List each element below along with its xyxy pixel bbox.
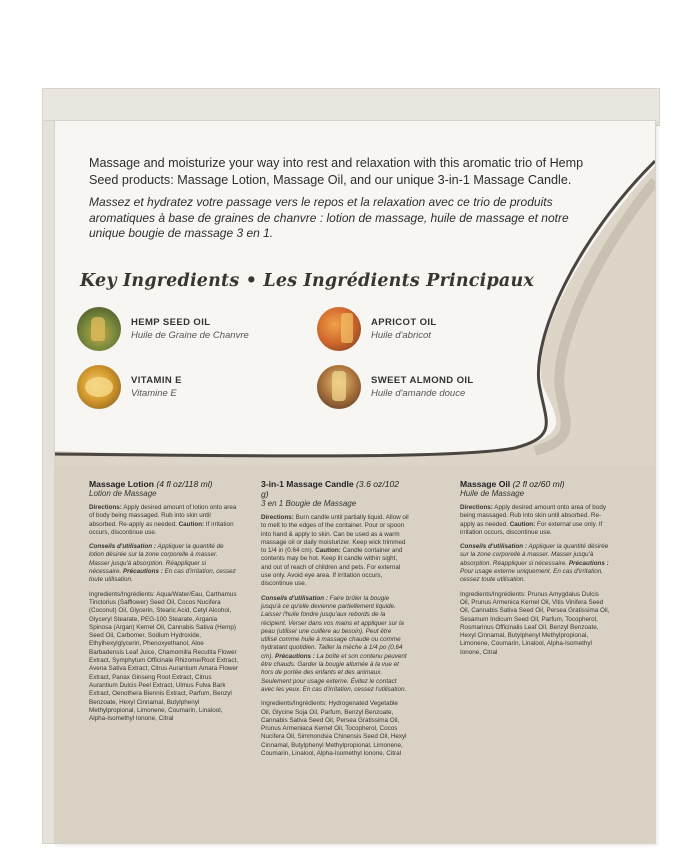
product-massage-candle — [261, 479, 409, 764]
ingredient-apricot-oil — [317, 307, 437, 351]
apricot-oil-image — [317, 307, 361, 351]
ingredients-list: Ingredients/Ingrédients: Aqua/Water/Eau, Carthamus Tinctorius (Safflower) Seed Oil, Cocos Nucifera (Coconut) Oil, Glycerin, Stearic Acid, Cetyl Alcohol, Glyceryl Stearate, PEG-100 Stearate, Argania Spinosa (Argan) Kernel Oil, Cannabis Sativa (Hemp) Seed Oil, Carbomer, Sodium Hydroxide, Ethylhexylglycerin, Phenoxyethanol, Aloe Barbadensis Leaf Juice, Chamomilla Recutita Flower Extract, Symphytum Officinale Rhizome/Root Extract, Avena Sativa Extract, Citrus Aurantium Amara Flower Extract, Panax Ginseng Root Extract, Citrus Aurantium Dulcis Peel Extract, Ulmus Fulva Bark Extract, Oenothera Biennis Extract, Parfum, Benzyl Benzoate, Hexyl Cinnamal, Butylphenyl Methylpropional, Limonene, Coumarin, Linalool, Alpha-Isomethyl Ionone, Citral — [89, 590, 238, 723]
directions-block: Directions: Apply desired amount of lotion onto area of body being massaged. Rub into skin until absorbed. Re-apply as needed. Caution: If irritation occurs, discontinue use. — [89, 504, 237, 536]
ingredient-name: SWEET ALMOND OIL — [371, 375, 474, 386]
product-size: (2 fl oz/60 ml) — [512, 479, 565, 489]
product-title: Massage Oil — [460, 479, 511, 489]
box-back-panel — [54, 120, 656, 844]
ingredient-sweet-almond-oil — [317, 365, 474, 409]
intro-french: Massez et hydratez votre passage vers le repos et la relaxation avec ce trio de produits aromatiques à base de graines de chanvre : lotion de massage, huile de massage et notre unique bougie de massage 3 en 1. — [89, 195, 569, 240]
product-title-fr: Huile de Massage — [460, 489, 525, 498]
product-massage-lotion — [89, 479, 239, 729]
ingredient-name-fr: Huile de Graine de Chanvre — [131, 330, 249, 341]
product-size: (3.6 oz/102 g) — [261, 479, 400, 499]
sweet-almond-oil-image — [317, 365, 361, 409]
ingredient-vitamin-e — [77, 365, 182, 409]
conseils-block: Conseils d'utilisation : Faire brûler la bougie jusqu'à ce qu'elle devienne partiellement liquide. Laisser l'huile fondre jusqu'aux rebords de la récipient. Verser dans vos mains et appliquer sur la peau (utiliser une cuillère au besoin). Peut être utilisé comme huile à massage chaude ou comme hydratant quotidien. Tailler la mèche à 1/4 po (0,64 cm). Précautions : La boîte et son contenu peuvent être chauds. Garder la bougie allumée à la vue et hors de portée des enfants et des animaux. Seulement pour usage externe. Évitez le contact avec les yeux. En cas d'irritation, cessez l'utilisation. — [261, 594, 407, 693]
ingredient-name-fr: Huile d'abricot — [371, 330, 431, 341]
intro-text — [89, 155, 589, 242]
conseils-block: Conseils d'utilisation : Appliquer la quantité désirée sur la zone corporelle à masser. Masser jusqu'à absorption. Réappliquer si nécessaire. Précautions : Pour usage externe uniquement. En cas d'irritation, cessez toute utilisation. — [460, 543, 609, 584]
ingredient-name: APRICOT OIL — [371, 317, 437, 328]
intro-english: Massage and moisturize your way into rest and relaxation with this aromatic trio of Hemp Seed products: Massage Lotion, Massage Oil, and our unique 3-in-1 Massage Candle. — [89, 156, 584, 187]
product-size: (4 fl oz/118 ml) — [156, 479, 213, 489]
directions-block: Directions: Apply desired amount onto area of body being massaged. Rub into skin until absorbed. Re-apply as needed. Caution: For external use only. If irritation occurs, discontinue use. — [460, 504, 606, 536]
product-title: 3-in-1 Massage Candle — [261, 479, 354, 489]
ingredient-hemp-seed-oil — [77, 307, 249, 351]
ingredients-list: Ingredients/Ingrédients: Hydrogenated Vegetable Oil, Glycine Soja Oil, Parfum, Benzyl Benzoate, Cannabis Sativa Seed Oil, Persea Gratissima Oil, Prunus Armeniaca Kernel Oil, Tocopherol, Cocos Nucifera Oil, Simmondsia Chinensis Seed Oil, Hexyl Cinnamal, Butylphenyl Methylpropional, Limonene, Coumarin, Linalool, Alpha-Isomethyl Ionone, Citral — [261, 700, 407, 758]
ingredients-list: Ingredients/Ingrédients: Prunus Amygdalus Dulcis Oil, Prunus Armenica Kernel Oil, Vitis Vinifera Seed Oil, Cannabis Sativa Seed Oil, Persea Gratissima Oil, Sesamum Indicum Seed Oil, Parfum, Tocopherol, Rosmarinus Officinalis Leaf Oil, Benzyl Benzoate, Hexyl Cinnamal, Butylphenyl Methylpropional, Limonene, Coumarin, Linalool, Alpha-Isomethyl Ionone, Citral — [460, 590, 610, 656]
ingredient-name: VITAMIN E — [131, 375, 182, 386]
ingredient-name-fr: Vitamine E — [131, 388, 177, 399]
product-title-fr: Lotion de Massage — [89, 489, 157, 498]
product-massage-oil — [460, 479, 610, 663]
vitamin-e-image — [77, 365, 121, 409]
ingredient-name-fr: Huile d'amande douce — [371, 388, 466, 399]
product-title: Massage Lotion — [89, 479, 154, 489]
key-ingredients-title: Key Ingredients • Les Ingrédients Principaux — [80, 271, 535, 291]
ingredient-name: HEMP SEED OIL — [131, 317, 211, 328]
product-title-fr: 3 en 1 Bougie de Massage — [261, 499, 357, 508]
directions-block: Directions: Burn candle until partially liquid. Allow oil to melt to the edges of the container. Pour or spoon into hand & apply to skin. Can be used as a warm massage oil or daily moisturizer. Keep wick trimmed to 1/4 in (0.64 cm). Caution: Candle container and contents may be hot. Keep lit candle within sight, and out of reach of children and pets. For external use only. Avoid eye area. If irritation occurs, discontinue use. — [261, 514, 409, 588]
hemp-seed-oil-image — [77, 307, 121, 351]
conseils-block: Conseils d'utilisation : Appliquer la quantité de lotion désirée sur la zone corporelle à masser. Masser jusqu'à absorption. Réappliquer si nécessaire. Précautions : En cas d'irritation, cessez toute utilisation. — [89, 543, 236, 584]
